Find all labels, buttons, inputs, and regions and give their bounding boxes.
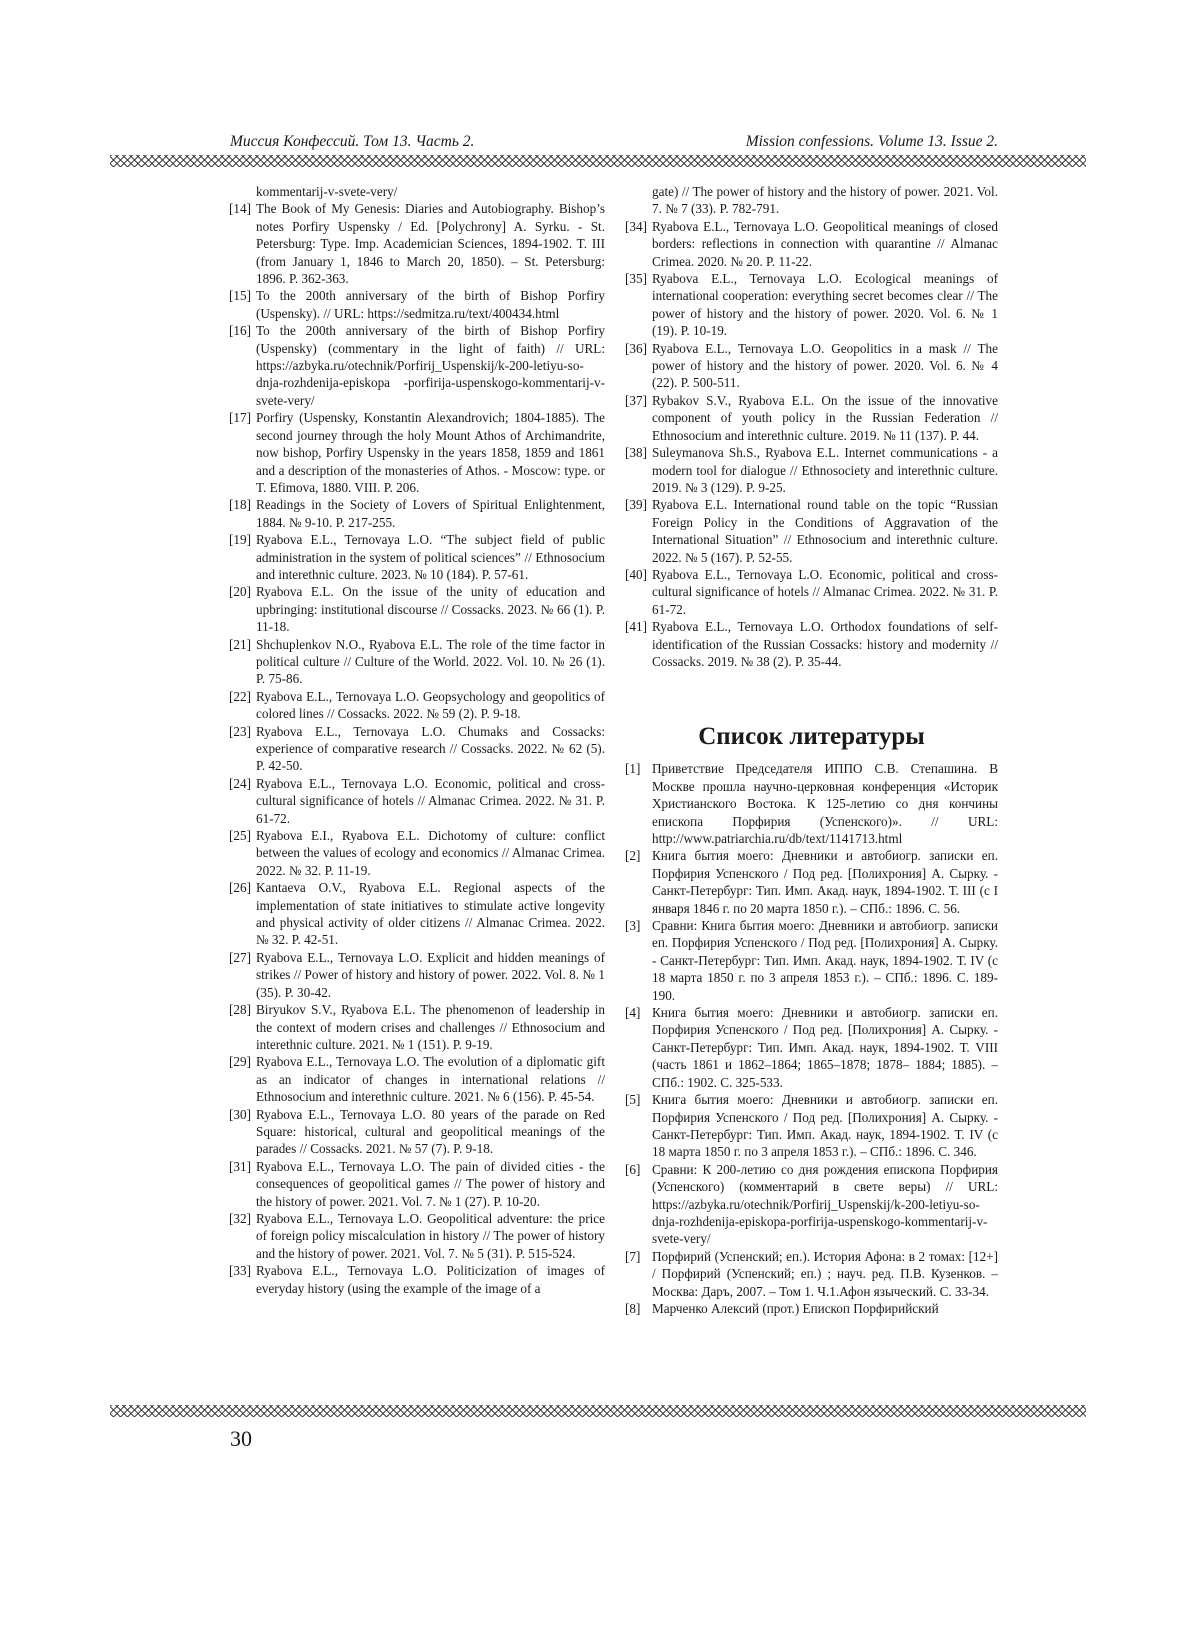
reference-item xyxy=(229,1158,605,1210)
reference-number: [23] xyxy=(229,723,251,739)
reference-number: [4] xyxy=(625,1005,641,1021)
reference-number: [26] xyxy=(229,880,251,896)
running-head-left: Миссия Конфессий. Том 13. Часть 2. xyxy=(230,133,475,150)
section-title: Список литературы xyxy=(698,723,925,751)
reference-text: Ryabova E.L., Ternovaya L.O. Geopsychology and geopolitics of colored lines // Cossacks. 2022. № 59 (2). P. 9-18. xyxy=(256,688,605,722)
reference-item xyxy=(229,1210,605,1262)
reference-text: Марченко Алексий (прот.) Епископ Порфирийский xyxy=(652,1300,939,1316)
reference-number: [20] xyxy=(229,584,251,600)
running-head xyxy=(230,133,998,157)
reference-text: Книга бытия моего: Дневники и автобиогр. записки еп. Порфирия Успенского / Под ред. [Полихрония] А. Сырку. - Санкт-Петербург: Тип. Имп. Акад. наук, 1894-1902. Т. IV (с 18 марта 1850 г. по 3 апреля 1853 г.). – СПб.: 1896. С. 346. xyxy=(652,1092,998,1160)
reference-item xyxy=(229,322,605,409)
reference-item xyxy=(625,1161,998,1248)
reference-text: Ryabova E.L., Ternovaya L.O. Economic, political and cross-cultural significance of hotels // Almanac Crimea. 2022. № 31. P. 61-72. xyxy=(652,566,998,617)
reference-number: [6] xyxy=(625,1161,641,1177)
reference-text: Приветствие Председателя ИППО С.В. Степашина. В Москве прошла научно-церковная конференция «Историк Христианского Востока. К 125-летию со дня кончины епископа Порфирия (Успенского)». // URL: http://www.patriarchia.ru/db/text/1141713.html xyxy=(652,761,998,846)
reference-item xyxy=(229,879,605,949)
reference-number: [8] xyxy=(625,1300,641,1316)
reference-text: Ryabova E.I., Ryabova E.L. Dichotomy of culture: conflict between the values of ecology and economics // Almanac Crimea. 2022. № 32. P. 11-19. xyxy=(256,828,605,878)
reference-number: [31] xyxy=(229,1158,251,1174)
reference-number: [27] xyxy=(229,949,251,965)
reference-item xyxy=(625,847,998,917)
reference-text: Ryabova E.L., Ternovaya L.O. Ecological meanings of international cooperation: everything secret becomes clear // The power of history and the history of power. 2020. Vol. 6. № 1 (19). P. 10-19. xyxy=(652,271,998,339)
reference-number: [19] xyxy=(229,532,251,548)
page-number: 30 xyxy=(230,1426,252,1451)
reference-item xyxy=(625,1300,998,1317)
reference-item xyxy=(625,392,998,444)
reference-item xyxy=(625,618,998,670)
reference-text: Порфирий (Успенский; еп.). История Афона: в 2 томах: [12+] / Порфирий (Успенский; еп.) ; науч. ред. П.В. Кузенков. – Москва: Даръ, 2007. – Том 1. Ч.1.Афон языческий. С. 33-34. xyxy=(652,1248,998,1299)
reference-text: Ryabova E.L., Ternovaya L.O. Politicization of images of everyday history (using the example of the image of a xyxy=(256,1263,605,1296)
reference-item xyxy=(229,409,605,496)
reference-text: Ryabova E.L., Ternovaya L.O. Economic, political and cross-cultural significance of hotels // Almanac Crimea. 2022. № 31. P. 61-72. xyxy=(256,775,605,826)
reference-number: [30] xyxy=(229,1106,251,1122)
reference-number: [36] xyxy=(625,340,647,356)
reference-continuation: kommentarij-v-svete-very/ xyxy=(256,184,398,199)
reference-continuation: gate) // The power of history and the history of power. 2021. Vol. 7. № 7 (33). P. 782-791. xyxy=(652,184,998,217)
reference-text: Книга бытия моего: Дневники и автобиогр. записки еп. Порфирия Успенского / Под ред. [Полихрония] А. Сырку. - Санкт-Петербург: Тип. Имп. Акад. наук, 1894-1902. Т. III (с I января 1846 г. по 20 марта 1850 г.). – СПб.: 1896. С. 56. xyxy=(652,848,998,916)
reference-text: Книга бытия моего: Дневники и автобиогр. записки еп. Порфирия Успенского / Под ред. [Полихрония] А. Сырку. - Санкт-Петербург: Тип. Имп. Акад. наук, 1894-1902. Т. VIII (часть 1861 и 1862–1864; 1865–1878; 1878– 1884; 1885). – СПб.: 1902. С. 325-533. xyxy=(652,1005,998,1090)
reference-text: Сравни: К 200-летию со дня рождения епископа Порфирия (Успенского) (комментарий в свете веры) // URL: https://azbyka.ru/otechnik/Porfirij_Uspenskij/k-200-letiyu-so-dnja-rozhdenija-episkopa-porfirija-uspenskogo-kommentarij-v-svete-very/ xyxy=(652,1161,998,1247)
reference-item xyxy=(229,949,605,1001)
reference-item xyxy=(229,1001,605,1053)
reference-text: Kantaeva O.V., Ryabova E.L. Regional aspects of the implementation of state initiatives to stimulate active longevity and physical activity of older citizens // Almanac Crimea. 2022. № 32. P. 42-51. xyxy=(256,880,605,948)
reference-item xyxy=(625,1091,998,1161)
reference-number: [33] xyxy=(229,1263,251,1279)
reference-item xyxy=(625,444,998,496)
reference-text: Ryabova E.L., Ternovaya L.O. 80 years of the parade on Red Square: historical, cultural and geopolitical meanings of the parades // Cossacks. 2021. № 57 (7). P. 9-18. xyxy=(256,1106,605,1157)
reference-item xyxy=(229,200,605,287)
reference-item xyxy=(229,636,605,688)
right-column xyxy=(625,183,998,1317)
reference-number: [1] xyxy=(625,761,641,777)
reference-item xyxy=(229,496,605,531)
reference-text: Ryabova E.L., Ternovaya L.O. Chumaks and Cossacks: experience of comparative research // Cossacks. 2022. № 62 (5). P. 42-50. xyxy=(256,723,605,774)
reference-item xyxy=(625,1004,998,1091)
reference-number: [29] xyxy=(229,1054,251,1070)
reference-text: Shchuplenkov N.O., Ryabova E.L. The role of the time factor in political culture // Culture of the World. 2022. Vol. 10. № 26 (1). P. 75-86. xyxy=(256,636,605,687)
reference-text: Porfiry (Uspensky, Konstantin Alexandrovich; 1804-1885). The second journey through the holy Mount Athos of Archimandrite, now bishop, Porfiry Uspensky in the years 1858, 1859 and 1861 and a description of the monasteries of Athos. - Moscow: type. or T. Efimova, 1880. VIII. P. 206. xyxy=(256,410,605,495)
reference-text: Ryabova E.L., Ternovaya L.O. The pain of divided cities - the consequences of geopolitical games // The power of history and the history of power. 2021. Vol. 7. № 1 (27). P. 10-20. xyxy=(256,1158,605,1209)
reference-number: [22] xyxy=(229,688,251,704)
reference-text: Ryabova E.L., Ternovaya L.O. “The subject field of public administration in the system of political sciences” // Ethnosocium and interethnic culture. 2023. № 10 (184). P. 57-61. xyxy=(256,532,605,582)
reference-text: Ryabova E.L., Ternovaya L.O. Geopolitical adventure: the price of foreign policy miscalculation in history // The power of history and the history of power. 2021. Vol. 7. № 5 (31). P. 515-524. xyxy=(256,1210,605,1261)
reference-number: [15] xyxy=(229,288,251,304)
reference-number: [41] xyxy=(625,619,647,635)
reference-item xyxy=(229,583,605,635)
top-ornamental-rule xyxy=(110,155,1086,167)
reference-number: [18] xyxy=(229,497,251,513)
reference-text: Biryukov S.V., Ryabova E.L. The phenomenon of leadership in the context of modern crises and challenges // Ethnosocium and interethnic culture. 2021. № 1 (151). P. 9-19. xyxy=(256,1002,605,1052)
reference-number: [39] xyxy=(625,497,647,513)
reference-item xyxy=(229,1106,605,1158)
reference-text: Rybakov S.V., Ryabova E.L. On the issue of the innovative component of youth policy in the Russian Federation // Ethnosocium and interethnic culture. 2019. № 11 (137). P. 44. xyxy=(652,392,998,443)
reference-item xyxy=(229,287,605,322)
reference-number: [38] xyxy=(625,445,647,461)
reference-number: [21] xyxy=(229,636,251,652)
reference-number: [37] xyxy=(625,392,647,408)
reference-item xyxy=(625,496,998,566)
reference-item xyxy=(625,760,998,847)
reference-text: Ryabova E.L., Ternovaya L.O. The evolution of a diplomatic gift as an indicator of changes in international relations // Ethnosocium and interethnic culture. 2021. № 6 (156). P. 45-54. xyxy=(256,1054,605,1105)
reference-number: [16] xyxy=(229,323,251,339)
reference-text: Ryabova E.L., Ternovaya L.O. Explicit and hidden meanings of strikes // Power of history and history of power. 2022. Vol. 8. № 1 (35). P. 30-42. xyxy=(256,949,605,1000)
reference-item xyxy=(229,723,605,775)
reference-number: [14] xyxy=(229,201,251,217)
reference-text: Ryabova E.L., Ternovaya L.O. Geopolitics in a mask // The power of history and the history of power. 2020. Vol. 6. № 4 (22). P. 500-511. xyxy=(652,340,998,391)
reference-text: The Book of My Genesis: Diaries and Autobiography. Bishop’s notes Porfiry Uspensky / Ed. [Polychrony] A. Syrku. - St. Petersburg: Type. Imp. Academician Sciences, 1894-1902. T. III (from January 1, 1846 to March 20, 1850). – St. Petersburg: 1896. P. 362-363. xyxy=(256,201,605,287)
reference-list xyxy=(625,218,998,671)
reference-item xyxy=(229,1053,605,1105)
reference-text: Сравни: Книга бытия моего: Дневники и автобиогр. записки еп. Порфирия Успенского / Под ред. [Полихрония] А. Сырку. - Санкт-Петербург: Тип. Имп. Акад. наук, 1894-1902. Т. IV (с 18 марта 1850 г. по 3 апреля 1853 г.). – СПб.: 1896. С. 189-190. xyxy=(652,918,998,1003)
reference-text: Readings in the Society of Lovers of Spiritual Enlightenment, 1884. № 9-10. P. 217-255. xyxy=(256,497,605,530)
reference-number: [35] xyxy=(625,271,647,287)
reference-item xyxy=(229,827,605,879)
reference-number: [24] xyxy=(229,775,251,791)
reference-text: Ryabova E.L., Ternovaya L.O. Orthodox foundations of self-identification of the Russian Cossacks: history and modernity // Cossacks. 2019. № 38 (2). P. 35-44. xyxy=(652,619,998,669)
reference-number: [40] xyxy=(625,566,647,582)
reference-number: [34] xyxy=(625,218,647,234)
reference-item xyxy=(625,270,998,340)
reference-item xyxy=(625,917,998,1004)
reference-number: [2] xyxy=(625,848,641,864)
running-head-right: Mission confessions. Volume 13. Issue 2. xyxy=(745,133,998,150)
reference-text: To the 200th anniversary of the birth of Bishop Porfiry (Uspensky). // URL: https://sedmitza.ru/text/400434.html xyxy=(256,288,605,321)
bottom-ornamental-rule xyxy=(110,1405,1086,1417)
reference-text: To the 200th anniversary of the birth of Bishop Porfiry (Uspensky) (commentary in the light of faith) // URL: https://azbyka.ru/otechnik/Porfirij_Uspenskij/k-200-letiyu-so-dnja-rozhdenija-episkopa -porfirija-uspenskogo-kommentarij-v-svete-very/ xyxy=(256,323,605,408)
reference-number: [7] xyxy=(625,1248,641,1264)
reference-text: Ryabova E.L. On the issue of the unity of education and upbringing: institutional discourse // Cossacks. 2023. № 66 (1). P. 11-18. xyxy=(256,584,605,635)
reference-number: [3] xyxy=(625,918,641,934)
reference-number: [5] xyxy=(625,1092,641,1108)
reference-item xyxy=(229,688,605,723)
reference-number: [28] xyxy=(229,1002,251,1018)
reference-list-russian xyxy=(625,760,998,1317)
reference-item xyxy=(625,1248,998,1300)
reference-item xyxy=(229,775,605,827)
left-column xyxy=(229,183,605,1297)
reference-item xyxy=(625,218,998,270)
reference-number: [17] xyxy=(229,410,251,426)
reference-item xyxy=(229,531,605,583)
reference-item xyxy=(625,566,998,618)
reference-number: [25] xyxy=(229,828,251,844)
reference-text: Ryabova E.L. International round table on the topic “Russian Foreign Policy in the Conditions of Aggravation of the International Situation” // Ethnosocium and interethnic culture. 2022. № 5 (167). P. 52-55. xyxy=(652,497,998,565)
reference-text: Ryabova E.L., Ternovaya L.O. Geopolitical meanings of closed borders: reflections in connection with quarantine // Almanac Crimea. 2020. № 20. P. 11-22. xyxy=(652,218,998,269)
reference-item xyxy=(229,1262,605,1297)
reference-item xyxy=(625,340,998,392)
reference-text: Suleymanova Sh.S., Ryabova E.L. Internet communications - a modern tool for dialogue // Ethnosociety and interethnic culture. 2019. № 3 (129). P. 9-25. xyxy=(652,445,998,495)
reference-number: [32] xyxy=(229,1210,251,1226)
